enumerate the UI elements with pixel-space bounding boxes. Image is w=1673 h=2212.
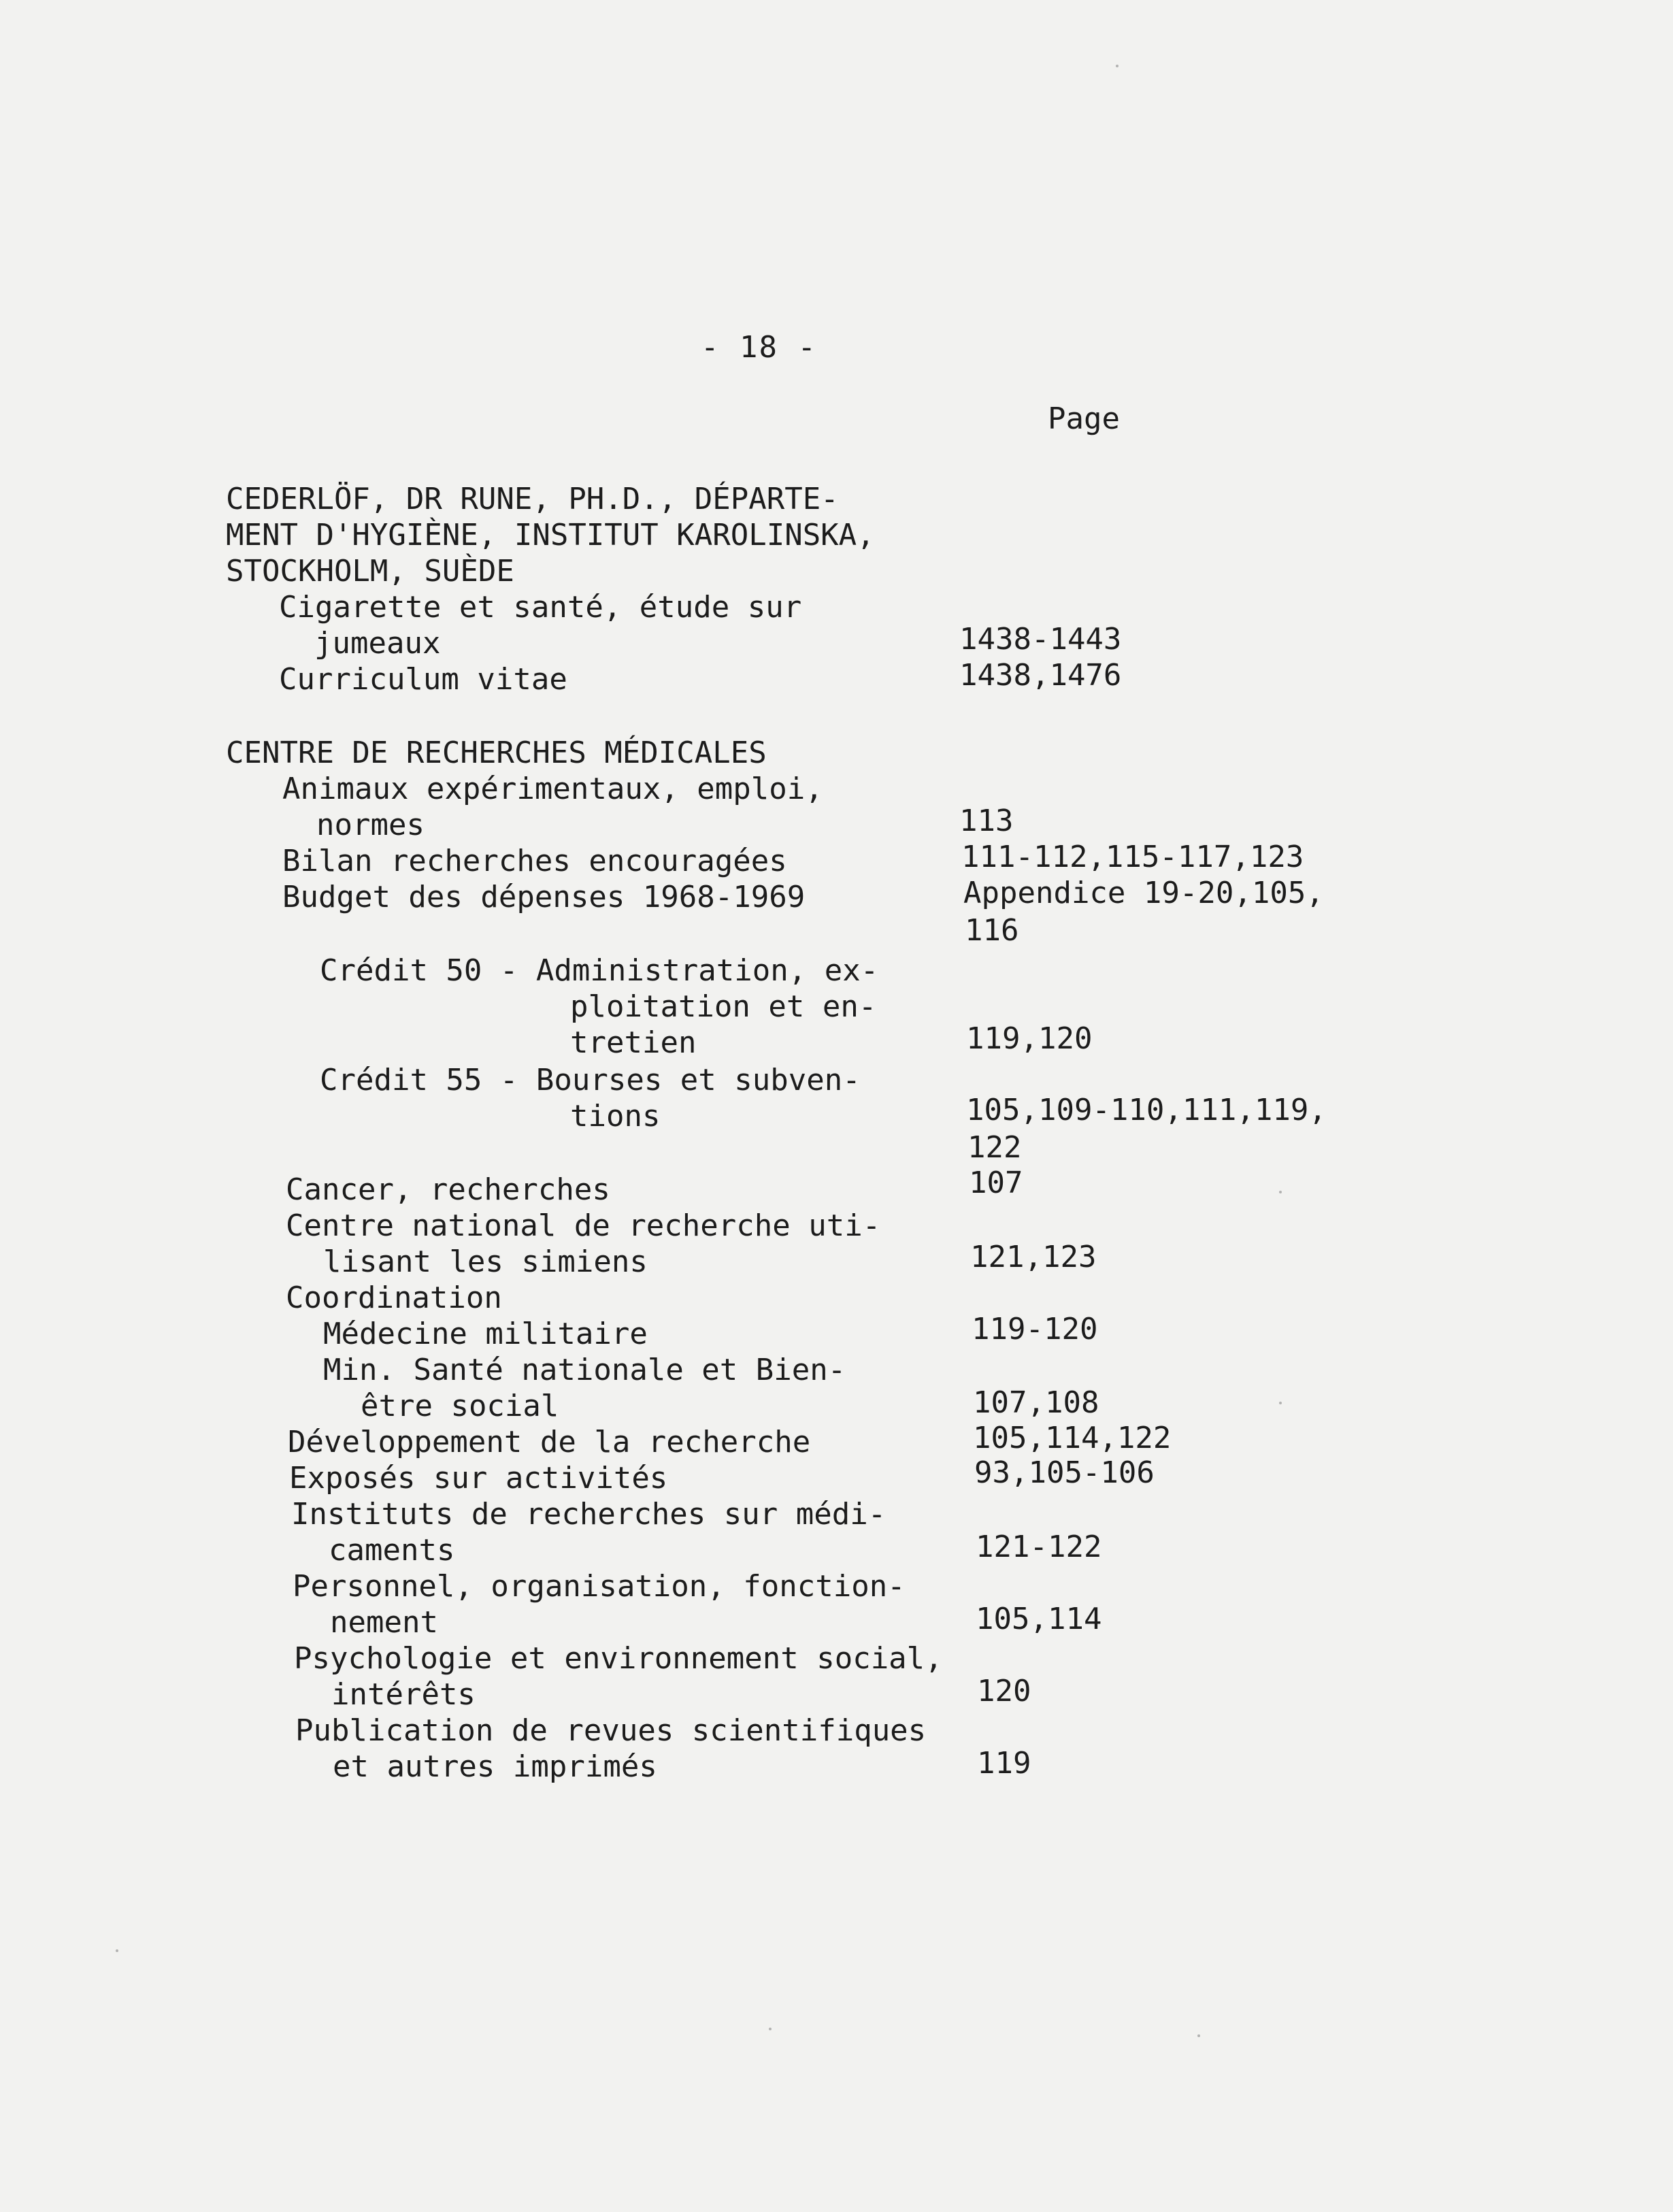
entry-subtopic: Développement de la recherche: [288, 1425, 811, 1459]
entry-page-ref: 111-112,115-117,123: [961, 840, 1304, 874]
entry-subtopic: Centre national de recherche uti-: [286, 1208, 881, 1243]
scan-speck: [1279, 1191, 1282, 1193]
entry-page-ref: 113: [959, 804, 1014, 838]
entry-subtopic-cont: normes: [316, 808, 425, 842]
entry-page-ref: 119: [977, 1746, 1031, 1781]
entry-page-ref: 107,108: [973, 1385, 1099, 1420]
entry-subtopic: Coordination: [286, 1281, 502, 1315]
entry-subtopic-cont: intérêts: [331, 1677, 476, 1712]
entry-subtopic-cont: Médecine militaire: [323, 1317, 648, 1351]
entry-subtopic: Instituts de recherches sur médi-: [291, 1497, 887, 1532]
entry-heading-line: MENT D'HYGIÈNE, INSTITUT KAROLINSKA,: [226, 518, 875, 552]
scan-speck: [769, 2028, 772, 2030]
entry-subtopic-cont: être social: [361, 1389, 559, 1423]
entry-subtopic-cont: tions: [570, 1099, 661, 1134]
entry-subtopic-cont: lisant les simiens: [323, 1244, 648, 1279]
entry-page-ref: 93,105-106: [974, 1455, 1155, 1490]
entry-subtopic-cont: ploitation et en-: [570, 989, 877, 1024]
scan-speck: [1197, 2034, 1200, 2037]
entry-page-ref: 119-120: [972, 1312, 1098, 1347]
entry-subtopic-cont: nement: [330, 1605, 438, 1640]
entry-page-ref: 120: [977, 1674, 1031, 1708]
entry-subtopic: Animaux expérimentaux, emploi,: [282, 772, 823, 806]
entry-subtopic: Curriculum vitae: [279, 662, 567, 697]
entry-subtopic-cont: jumeaux: [314, 626, 441, 661]
entry-page-ref: Appendice 19-20,105,: [963, 876, 1324, 910]
entry-heading-line: CEDERLÖF, DR RUNE, PH.D., DÉPARTE-: [226, 482, 839, 516]
entry-page-ref: 105,114,122: [973, 1421, 1172, 1455]
scan-speck: [1279, 1402, 1282, 1404]
entry-page-ref: 1438,1476: [959, 658, 1122, 693]
entry-heading-line: CENTRE DE RECHERCHES MÉDICALES: [226, 736, 767, 770]
entry-subtopic: Publication de revues scientifiques: [295, 1713, 927, 1748]
entry-subtopic: Crédit 55 - Bourses et subven-: [320, 1063, 861, 1097]
entry-subtopic: Crédit 50 - Administration, ex-: [320, 953, 879, 988]
entry-page-ref: 105,114: [976, 1602, 1102, 1636]
page-number: - 18 -: [701, 330, 817, 365]
entry-page-ref: 116: [965, 913, 1019, 948]
entry-heading-line: STOCKHOLM, SUÈDE: [226, 554, 514, 589]
entry-page-ref: 122: [967, 1130, 1022, 1165]
entry-page-ref: 107: [969, 1166, 1023, 1200]
entry-subtopic: Cancer, recherches: [286, 1172, 610, 1207]
scan-speck: [116, 1949, 118, 1952]
entry-subtopic: Psychologie et environnement social,: [294, 1641, 943, 1676]
entry-subtopic: Personnel, organisation, fonction-: [293, 1569, 906, 1604]
entry-subtopic-cont: Min. Santé nationale et Bien-: [323, 1353, 846, 1387]
entry-subtopic-cont: caments: [329, 1533, 455, 1568]
entry-subtopic: Exposés sur activités: [289, 1461, 668, 1496]
entry-subtopic-cont: tretien: [570, 1025, 697, 1060]
entry-page-ref: 121-122: [976, 1530, 1102, 1564]
entry-subtopic: Cigarette et santé, étude sur: [279, 590, 802, 625]
entry-subtopic: Bilan recherches encouragées: [282, 844, 787, 878]
entry-page-ref: 121,123: [970, 1240, 1097, 1274]
entry-subtopic-cont: et autres imprimés: [333, 1749, 657, 1784]
scan-speck: [1116, 65, 1119, 67]
entry-subtopic: Budget des dépenses 1968-1969: [282, 880, 806, 914]
entry-page-ref: 119,120: [966, 1021, 1093, 1056]
page-column-header: Page: [1048, 401, 1120, 436]
entry-page-ref: 1438-1443: [959, 622, 1122, 657]
entry-page-ref: 105,109-110,111,119,: [966, 1093, 1327, 1127]
